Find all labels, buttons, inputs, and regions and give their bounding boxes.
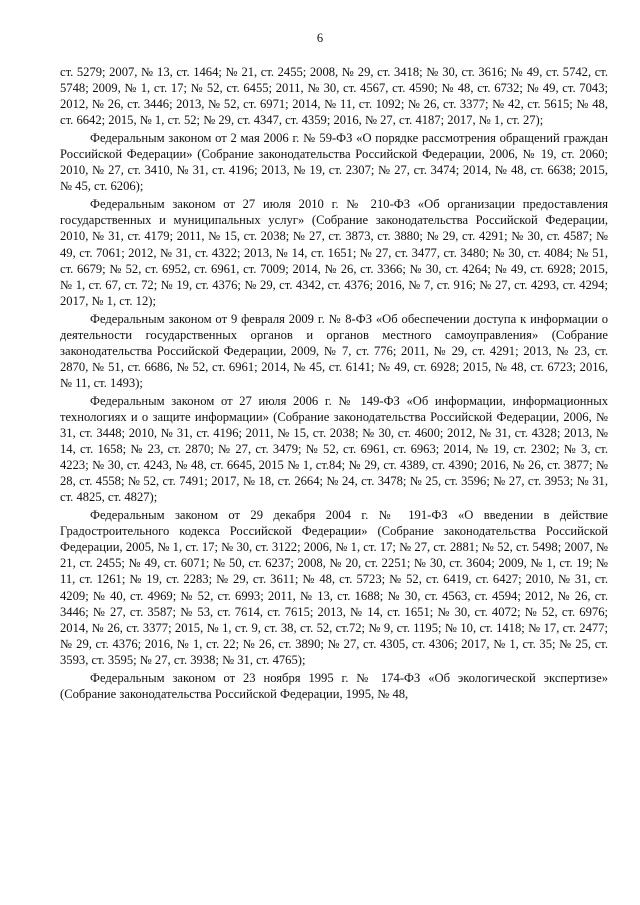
paragraph-continuation: ст. 5279; 2007, № 13, ст. 1464; № 21, ст. 2455; 2008, № 29, ст. 3418; № 30, ст. 3616; № 49, ст. 5742, ст. 5748; 2009, № 1, ст. 17; № 52, ст. 6455; 2011, № 30, ст. 4567, ст. 4590; № 48, ст. 6732; № 49, ст. 7043; 2012, № 26, ст. 3446; 2013, № 52, ст. 6971; 2014, № 11, ст. 1092; № 26, ст. 3377; № 42, ст. 5615; № 48, ст. 6642; 2015, № 1, ст. 52; № 29, ст. 4347, ст. 4359; 2016, № 27, ст. 4187; 2017, № 1, ст. 27); [60, 65, 608, 128]
paragraph-law-191fz: Федеральным законом от 29 декабря 2004 г. № 191-ФЗ «О введении в действие Градостроительного кодекса Российской Федерации» (Собрание законодательства Российской Федерации, 2005, № 1, ст. 17; № 30, ст. 3122; 2006, № 1, ст. 17; № 27, ст. 2881; № 52, ст. 5498; 2007, № 21, ст. 2455; № 49, ст. 6071; № 50, ст. 6237; 2008, № 20, ст. 2251; № 30, ст. 3604; 2009, № 1, ст. 19; № 11, ст. 1261; № 19, ст. 2283; № 29, ст. 3611; № 48, ст. 5723; № 52, ст. 6419, ст. 6427; 2010, № 31, ст. 4209; № 40, ст. 4969; № 52, ст. 6993; 2011, № 13, ст. 1688; № 30, ст. 4563, ст. 4594; 2012, № 26, ст. 3446; № 27, ст. 3587; № 53, ст. 7614, ст. 7615; 2013, № 14, ст. 1651; № 30, ст. 4072; № 52, ст. 6976; 2014, № 26, ст. 3377; 2015, № 1, ст. 9, ст. 38, ст. 52, ст.72; № 9, ст. 1195; № 10, ст. 1418; № 17, ст. 2477; № 29, ст. 4376; 2016, № 1, ст. 22; № 26, ст. 3890; № 27, ст. 4305, ст. 4306; 2017, № 1, ст. 35; № 25, ст. 3593, ст. 3595; № 27, ст. 3938; № 31, ст. 4765); [60, 508, 608, 667]
page-number: 6 [316, 31, 324, 45]
paragraph-law-174fz: Федеральным законом от 23 ноября 1995 г. № 174-ФЗ «Об экологической экспертизе» (Собрание законодательства Российской Федерации, 1995, № 48, [60, 670, 608, 701]
paragraph-law-8fz: Федеральным законом от 9 февраля 2009 г. № 8-ФЗ «Об обеспечении доступа к информации о деятельности государственных органов и органов местного самоуправления» (Собрание законодательства Российской Федерации, 2009, № 7, ст. 776; 2011, № 29, ст. 4291; 2013, № 23, ст. 2870, № 51, ст. 6686, № 52, ст. 6961; 2014, № 45, ст. 6141; № 49, ст. 6928; 2015, № 48, ст. 6723; 2016, № 11, ст. 1493); [60, 311, 608, 390]
paragraph-law-149fz: Федеральным законом от 27 июля 2006 г. № 149-ФЗ «Об информации, информационных технологиях и о защите информации» (Собрание законодательства Российской Федерации, 2006, № 31, ст. 3448; 2010, № 31, ст. 4196; 2011, № 15, ст. 2038; № 30, ст. 4600; 2012, № 31, ст. 4328; 2013, № 14, ст. 1658; № 23, ст. 2870; № 27, ст. 3479; № 52, ст. 6961, ст. 6963; 2014, № 19, ст. 2302; № 3, ст. 4223; № 30, ст. 4243, № 48, ст. 6645, 2015 № 1, ст.84; № 29, ст. 4389, ст. 4390; 2016, № 26, ст. 3877; № 28, ст. 4558; № 52, ст. 7491; 2017, № 18, ст. 2664; № 24, ст. 3478; № 25, ст. 3596; № 27, ст. 3953; № 31, ст. 4825, ст. 4827); [60, 393, 608, 505]
paragraph-law-210fz: Федеральным законом от 27 июля 2010 г. № 210-ФЗ «Об организации предоставления государственных и муниципальных услуг» (Собрание законодательства Российской Федерации, 2010, № 31, ст. 4179; 2011, № 15, ст. 2038; № 27, ст. 3873, ст. 3880; № 29, ст. 4291; № 30, ст. 4587; № 49, ст. 7061; 2012, № 31, ст. 4322; 2013, № 14, ст. 1651; № 27, ст. 3477, ст. 3480; № 30, ст. 4084; № 51, ст. 6679; № 52, ст. 6952, ст. 6961, ст. 7009; 2014, № 26, ст. 3366; № 30, ст. 4264; № 49, ст. 6928; 2015, № 1, ст. 67, ст. 72; № 19, ст. 4376; № 29, ст. 4342, ст. 4376; 2016, № 7, ст. 916; № 27, ст. 4293, ст. 4294; 2017, № 1, ст. 12); [60, 197, 608, 308]
paragraph-law-59fz: Федеральным законом от 2 мая 2006 г. № 59-ФЗ «О порядке рассмотрения обращений граждан Российской Федерации» (Собрание законодательства Российской Федерации, 2006, № 19, ст. 2060; 2010, № 27, ст. 3410, № 31, ст. 4196; 2013, № 19, ст. 2307; № 27, ст. 3474; 2014, № 48, ст. 6638; 2015, № 45, ст. 6206); [60, 131, 608, 194]
document-body [60, 64, 608, 704]
